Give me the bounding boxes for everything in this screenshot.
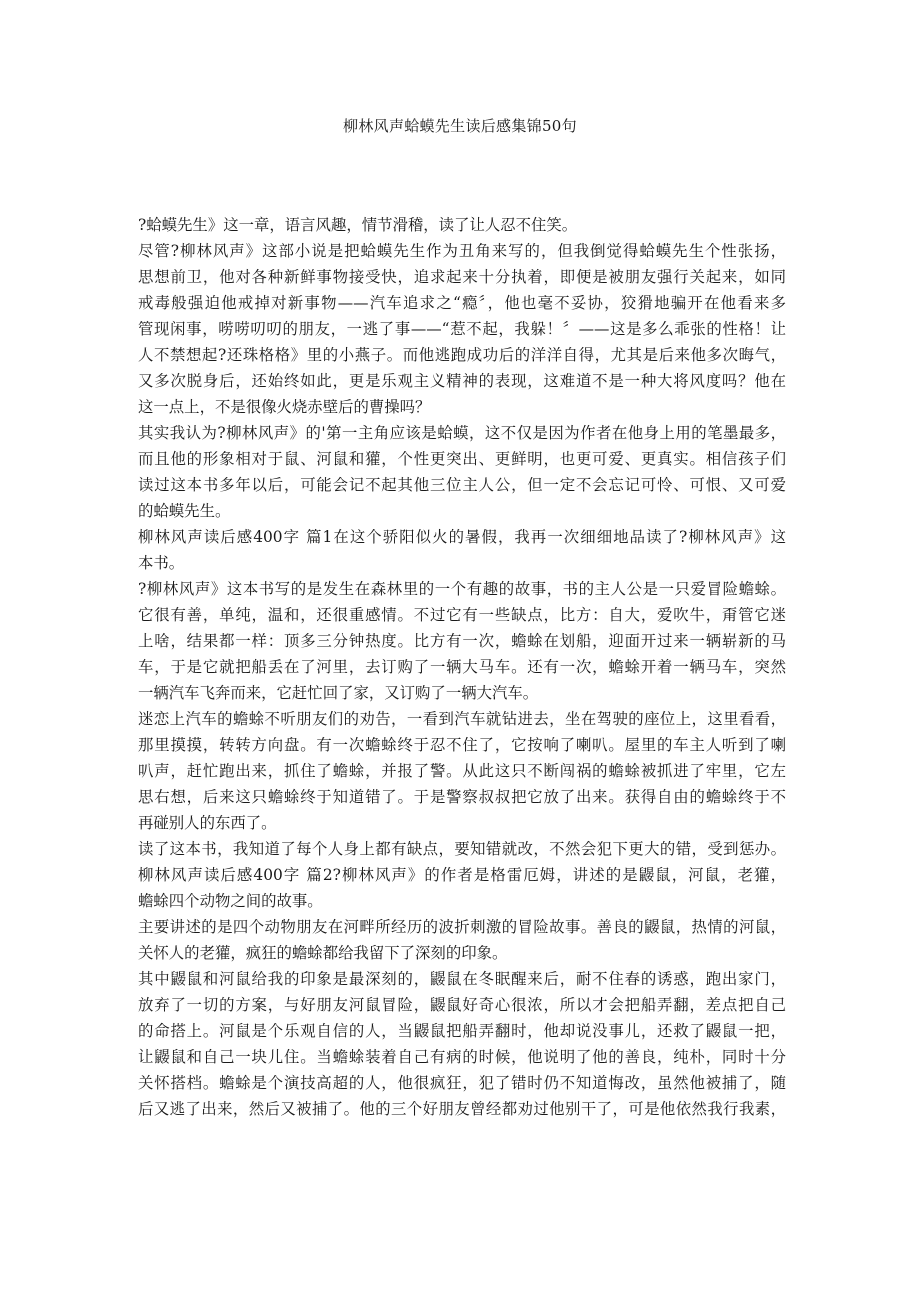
body-line: 放弃了一切的方案，与好朋友河鼠冒险，鼹鼠好奇心很浓，所以才会把船弄翻，差点把自己: [138, 996, 786, 1014]
body-line: ?柳林风声》这本书写的是发生在森林里的一个有趣的故事，书的主人公是一只爱冒险蟾蜍。: [138, 580, 786, 598]
body-line: 迷恋上汽车的蟾蜍不听朋友们的劝告，一看到汽车就钻进去，坐在驾驶的座位上，这里看看，: [138, 710, 786, 728]
body-line: 读了这本书，我知道了每个人身上都有缺点，要知错就改，不然会犯下更大的错，受到惩办。: [138, 840, 786, 858]
body-line: 人不禁想起?还珠格格》里的小燕子。而他逃跑成功后的洋洋自得，尤其是后来他多次晦气，: [138, 346, 786, 364]
body-line: 又多次脱身后，还始终如此，更是乐观主义精神的表现，这难道不是一种大将风度吗？他在: [138, 372, 786, 390]
body-line: 而且他的形象相对于鼠、河鼠和獾，个性更突出、更鲜明，也更可爱、更真实。相信孩子们: [138, 450, 786, 468]
body-line: 柳林风声读后感400字 篇2?柳林风声》的作者是格雷厄姆，讲述的是鼹鼠，河鼠，老獾，: [138, 866, 786, 884]
body-line: 的命搭上。河鼠是个乐观自信的人，当鼹鼠把船弄翻时，他却说没事儿，还救了鼹鼠一把，: [138, 1022, 786, 1040]
body-line: 蟾蜍四个动物之间的故事。: [138, 892, 323, 910]
body-line: 主要讲述的是四个动物朋友在河畔所经历的波折刺激的冒险故事。善良的鼹鼠，热情的河鼠，: [138, 918, 786, 936]
body-line: 思想前卫，他对各种新鲜事物接受快，追求起来十分执着，即便是被朋友强行关起来，如同: [138, 268, 786, 286]
document-title: 柳林风声蛤蟆先生读后感集锦50句: [343, 117, 577, 135]
body-line: 一辆汽车飞奔而来，它赶忙回了家，又订购了一辆大汽车。: [138, 684, 539, 702]
body-line: 车，于是它就把船丢在了河里，去订购了一辆大马车。还有一次，蟾蜍开着一辆马车，突然: [138, 658, 786, 676]
body-line: 后又逃了出来，然后又被捕了。他的三个好朋友曾经都劝过他别干了，可是他依然我行我素，: [138, 1100, 786, 1118]
body-line: 叭声，赶忙跑出来，抓住了蟾蜍，并报了警。从此这只不断闯祸的蟾蜍被抓进了牢里，它左: [138, 762, 786, 780]
body-line: 那里摸摸，转转方向盘。有一次蟾蜍终于忍不住了，它按响了喇叭。屋里的车主人听到了喇: [138, 736, 786, 754]
body-line: 关怀人的老獾，疯狂的蟾蜍都给我留下了深刻的印象。: [138, 944, 508, 962]
body-line: 这一点上，不是很像火烧赤壁后的曹操吗？: [138, 398, 431, 416]
body-line: 读过这本书多年以后，可能会记不起其他三位主人公，但一定不会忘记可怜、可恨、又可爱: [138, 476, 786, 494]
body-line: 其实我认为?柳林风声》的'第一主角应该是蛤蟆，这不仅是因为作者在他身上用的笔墨最多，: [138, 424, 786, 442]
body-line: 柳林风声读后感400字 篇1在这个骄阳似火的暑假，我再一次细细地品读了?柳林风声》这: [138, 528, 786, 546]
body-line: 再碰别人的东西了。: [138, 814, 277, 832]
document-body: [138, 212, 786, 1122]
body-line: 上啥，结果都一样：顶多三分钟热度。比方有一次，蟾蜍在划船，迎面开过来一辆崭新的马: [138, 632, 786, 650]
body-line: 它很有善，单纯，温和，还很重感情。不过它有一些缺点，比方：自大，爱吹牛，甭管它迷: [138, 606, 786, 624]
body-line: 其中鼹鼠和河鼠给我的印象是最深刻的，鼹鼠在冬眠醒来后，耐不住春的诱惑，跑出家门，: [138, 970, 786, 988]
body-line: 思右想，后来这只蟾蜍终于知道错了。于是警察叔叔把它放了出来。获得自由的蟾蜍终于不: [138, 788, 786, 806]
body-line: 尽管?柳林风声》这部小说是把蛤蟆先生作为丑角来写的，但我倒觉得蛤蟆先生个性张扬，: [138, 242, 786, 260]
body-line: 管现闲事，唠唠叨叨的朋友，一逃了事——“惹不起，我躲！〞——这是多么乖张的性格！让: [138, 320, 786, 338]
body-line: 关怀搭档。蟾蜍是个演技高超的人，他很疯狂，犯了错时仍不知道悔改，虽然他被捕了，随: [138, 1074, 786, 1092]
body-line: 戒毒般强迫他戒掉对新事物——汽车追求之“瘾〞，他也毫不妥协，狡猾地骗开在他看来多: [138, 294, 786, 312]
body-line: ?蛤蟆先生》这一章，语言风趣，情节滑稽，读了让人忍不住笑。: [138, 216, 578, 234]
body-line: 本书。: [138, 554, 185, 572]
body-line: 的蛤蟆先生。: [138, 502, 231, 520]
body-line: 让鼹鼠和自己一块儿住。当蟾蜍装着自己有病的时候，他说明了他的善良，纯朴，同时十分: [138, 1048, 786, 1066]
